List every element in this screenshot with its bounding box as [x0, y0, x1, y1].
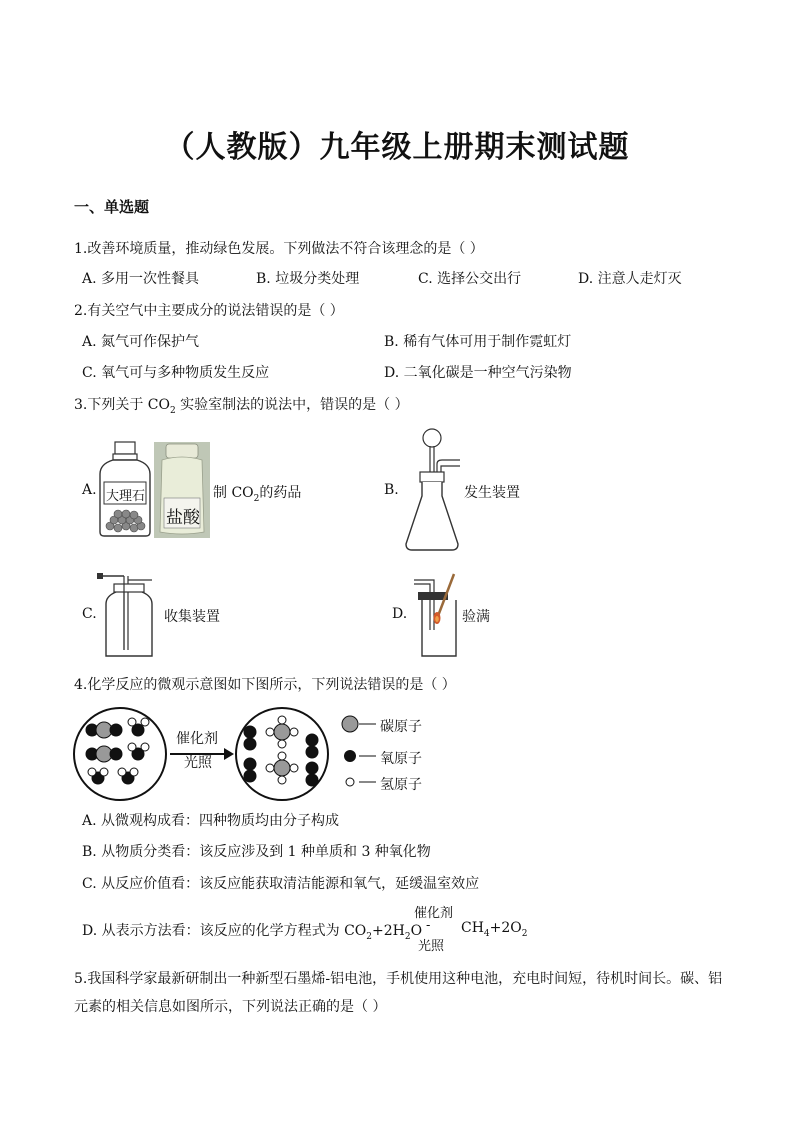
question-5-line-1: 5.我国科学家最新研制出一种新型石墨烯-铝电池，手机使用这种电池，充电时间短，待机时间长。碳、铝 — [74, 971, 723, 987]
page-title: （人教版）九年级上册期末测试题 — [164, 130, 630, 165]
q2-option-d: D. 二氧化碳是一种空气污染物 — [384, 365, 572, 381]
q4-d-mid: +2H — [372, 923, 405, 939]
gas-collection-bottle-image — [96, 570, 162, 660]
q4-option-d — [82, 920, 422, 942]
q4-option-a: A. 从微观构成看：四种物质均由分子构成 — [82, 813, 340, 829]
equation-condition-top: 催化剂 — [414, 906, 454, 921]
q1-option-d: D. 注意人走灯灭 — [578, 271, 682, 287]
hydrochloric-acid-label: 盐酸 — [166, 508, 200, 528]
q3-d-letter: D. — [392, 606, 408, 622]
q3-stem-pre: 3.下列关于 CO — [74, 397, 170, 413]
q4-d-sub4: 2 — [521, 928, 528, 939]
q4-d-mid2: O — [410, 923, 423, 939]
q2-option-b: B. 稀有气体可用于制作霓虹灯 — [384, 334, 572, 350]
section-heading: 一、单选题 — [74, 198, 150, 216]
q3-a-letter: A. — [82, 482, 97, 498]
question-3-stem — [74, 394, 409, 416]
q3-a-text — [213, 482, 301, 504]
legend-hydrogen: 氢原子 — [380, 777, 422, 793]
q4-d-post2: +2O — [489, 920, 522, 936]
legend-oxygen: 氧原子 — [380, 751, 422, 767]
q3-d-text: 验满 — [462, 609, 490, 625]
q4-d-pre: D. 从表示方法看：该反应的化学方程式为 CO — [82, 923, 367, 939]
flask-generator-image — [400, 426, 464, 554]
q2-option-c: C. 氧气可与多种物质发生反应 — [82, 365, 270, 381]
q2-option-a: A. 氮气可作保护气 — [82, 334, 200, 350]
question-2-stem: 2.有关空气中主要成分的说法错误的是（ ） — [74, 303, 344, 319]
q3-c-text: 收集装置 — [164, 609, 220, 625]
q4-option-b: B. 从物质分类看：该反应涉及到 1 种单质和 3 种氧化物 — [82, 844, 431, 860]
legend-symbols — [340, 714, 380, 790]
q4-d-post1: CH — [461, 920, 484, 936]
q3-stem-sub: 2 — [170, 405, 176, 416]
gas-test-bottle-image — [408, 570, 464, 660]
q4-d-products — [461, 920, 528, 939]
equation-condition-bottom: 光照 — [418, 939, 445, 954]
q4-d-sub1: 2 — [366, 931, 372, 942]
q4-d-sub2: 2 — [404, 931, 411, 942]
question-5-line-2: 元素的相关信息如图所示，下列说法正确的是（ ） — [74, 999, 387, 1015]
catalyst-label: 催化剂 — [176, 731, 218, 747]
q3-a-text-sub: 2 — [253, 493, 260, 504]
question-1-stem: 1.改善环境质量，推动绿色发展。下列做法不符合该理念的是（ ） — [74, 241, 484, 257]
question-4-stem: 4.化学反应的微观示意图如下图所示，下列说法错误的是（ ） — [74, 677, 456, 693]
q3-a-text-post: 的药品 — [259, 485, 302, 501]
q4-d-sub3: 4 — [483, 928, 490, 939]
q1-option-b: B. 垃圾分类处理 — [256, 271, 360, 287]
light-label: 光照 — [184, 755, 212, 771]
q1-option-a: A. 多用一次性餐具 — [82, 271, 200, 287]
q3-stem-post: 实验室制法的说法中，错误的是（ ） — [175, 397, 409, 413]
q4-option-c: C. 从反应价值看：该反应能获取清洁能源和氧气，延缓温室效应 — [82, 876, 480, 892]
legend-carbon: 碳原子 — [380, 719, 422, 735]
q3-b-letter: B. — [384, 482, 399, 498]
q3-b-text: 发生装置 — [464, 485, 520, 501]
equation-condition-mid: - — [426, 918, 431, 933]
marble-label: 大理石 — [106, 489, 146, 504]
q3-a-text-pre: 制 CO — [213, 485, 254, 501]
q3-c-letter: C. — [82, 606, 97, 622]
q1-option-c: C. 选择公交出行 — [418, 271, 522, 287]
